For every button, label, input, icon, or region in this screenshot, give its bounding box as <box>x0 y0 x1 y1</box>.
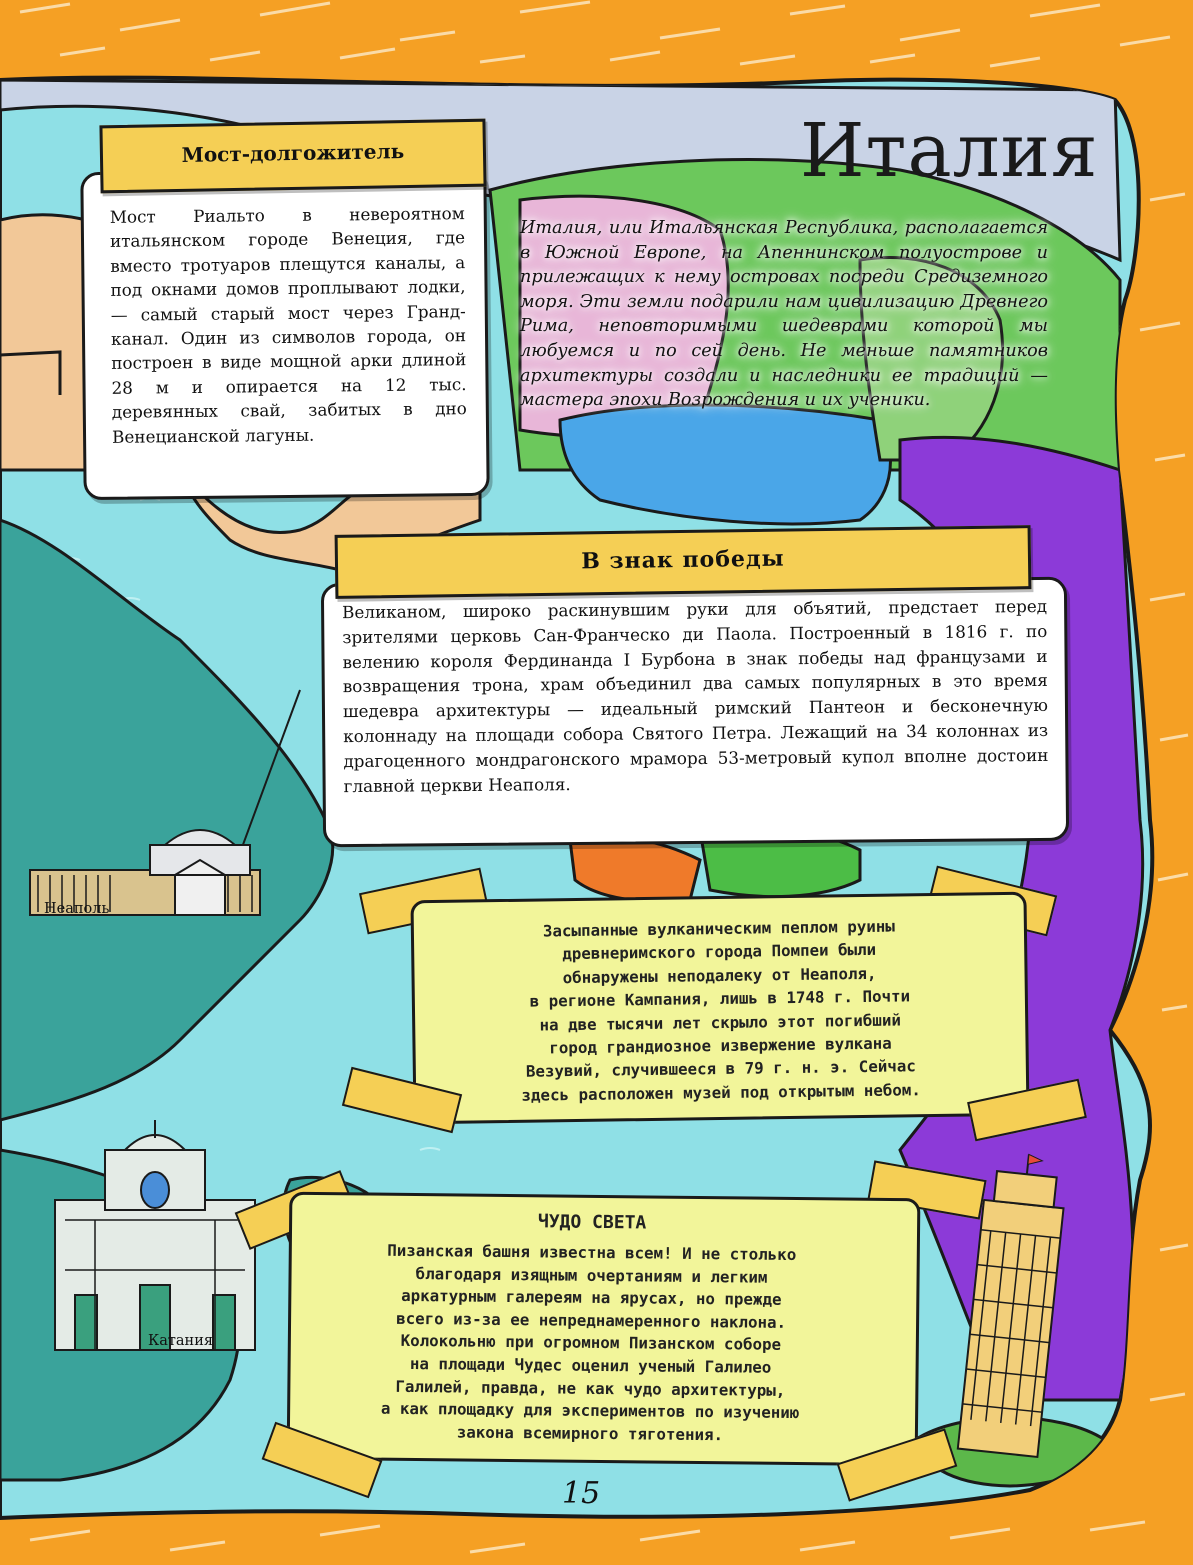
pompeii-line: в регионе Кампания, лишь в 1748 г. Почти <box>529 986 911 1011</box>
pompeii-line: Везувий, случившееся в 79 г. н. э. Сейчас <box>525 1056 916 1082</box>
pompeii-line: город грандиозное извержение вулкана <box>549 1033 892 1058</box>
wonder-line: на площади Чудес оценил ученый Галилео <box>409 1353 772 1377</box>
pompeii-text <box>414 913 1027 1109</box>
wonder-text <box>290 1239 892 1449</box>
victory-text: Великаном, широко раскинувшим руки для объятий, предстает перед зрителями церковь Сан-Франческо ди Паола. Построенный в 1816 г. по велению короля Фердинанда I Бурбона в знак победы над французами и возвращения трона, храм объединил два самых популярных в это время шедевра архитектуры — идеальный римский Пантеон и бесконечную колоннаду на площади собора Святого Петра. Лежащий на 34 колоннах из драгоценного мондрагонского мрамора 53-метровый купол вполне достоин главной церкви Неаполя. <box>342 595 1049 796</box>
wonder-line: а как площадку для экспериментов по изучению <box>380 1398 800 1423</box>
bridge-title: Мост-долгожитель <box>181 139 405 167</box>
wonder-title: ЧУДО СВЕТА <box>537 1211 647 1234</box>
bridge-text: Мост Риальто в невероятном итальянском городе Венеция, где вместо тротуаров плещутся каналы, а под окнами домов проплывают лодки, — самый старый мост через Гранд-канал. Один из символов города, он построен в виде мощной арки длиной 28 м и опирается на 12 тыс. деревянных свай, забитых в дно Венецианской лагуны. <box>109 203 467 447</box>
wonder-line: закона всемирного тяготения. <box>456 1422 724 1445</box>
wonder-line: благодаря изящным очертаниям и легким <box>415 1263 768 1287</box>
wonder-line: Галилей, правда, не как чудо архитектуры, <box>395 1376 786 1400</box>
page-number: 15 <box>562 1476 601 1511</box>
naples-caption: Неаполь <box>44 901 110 917</box>
victory-ribbon <box>335 525 1032 599</box>
wonder-line: аркатурным галереям на ярусах, но прежде <box>401 1286 782 1310</box>
pompeii-line: здесь расположен музей под открытым небом. <box>521 1080 922 1105</box>
wonder-line: Пизанская башня известна всем! И не столько <box>387 1240 797 1265</box>
wonder-line: Колокольню при огромном Пизанском соборе <box>400 1331 782 1355</box>
wonder-note <box>287 1192 921 1467</box>
bridge-card <box>80 168 489 500</box>
catania-caption: Катания <box>148 1333 214 1349</box>
pompeii-line: Засыпанные вулканическим пеплом руины <box>542 916 895 941</box>
pompeii-line: на две тысячи лет скрыло этот погибший <box>539 1010 902 1035</box>
page-title: Италия <box>800 108 1099 194</box>
pompeii-note <box>410 892 1029 1125</box>
victory-card <box>321 577 1069 848</box>
bridge-ribbon <box>99 119 486 194</box>
pompeii-line: древнеримского города Помпеи были <box>562 940 877 964</box>
pompeii-line: обнаружены неподалеку от Неаполя, <box>562 963 877 988</box>
wonder-line: всего из-за ее непреднамеренного наклона. <box>396 1308 787 1332</box>
victory-title: В знак победы <box>581 545 785 575</box>
intro-text: Италия, или Итальянская Республика, располагается в Южной Европе, на Апеннинском полуострове и прилежащих к нему островах посреди Средиземного моря. Эти земли подарили нам цивилизацию Древнего Рима, неповторимыми шедеврами которой мы любуемся и по сей день. Не меньше памятников архитектуры создали и наследники ее традиций — мастера эпохи Возрождения и их ученики. <box>520 218 1048 411</box>
